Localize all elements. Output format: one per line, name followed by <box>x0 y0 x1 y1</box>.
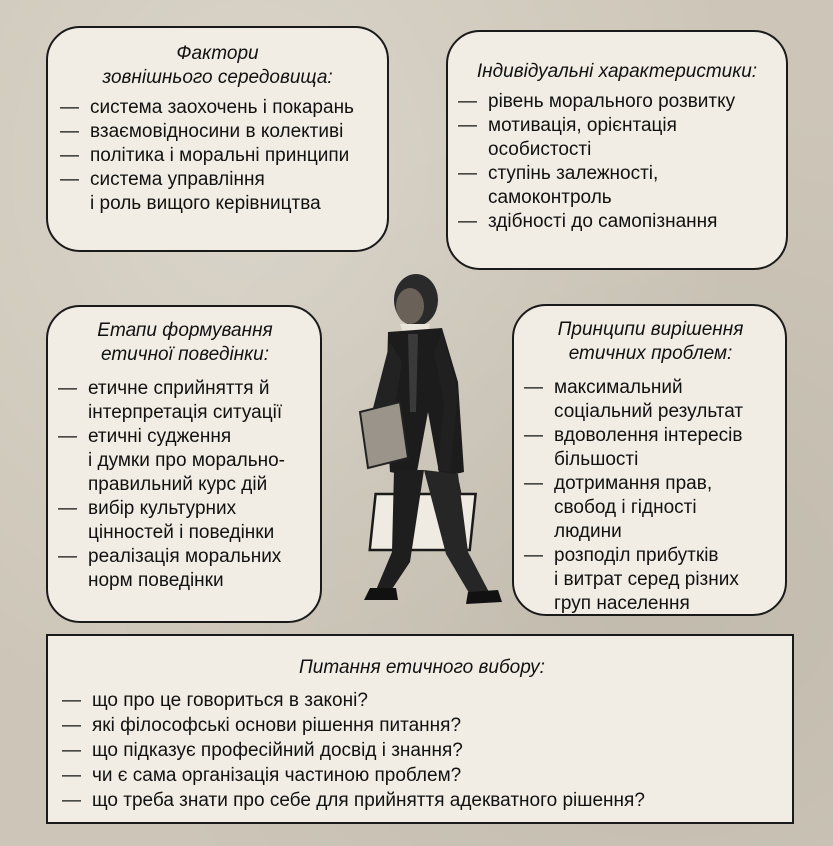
stages-box <box>46 305 322 623</box>
principles-title: Принципи вирішення етичних проблем: <box>557 319 744 364</box>
list-item: — максимальний соціальний результат <box>524 376 777 424</box>
list-item: — що про це говориться в законі? <box>62 688 782 713</box>
individual-traits-box <box>446 30 788 270</box>
stages-title: Етапи формування етичної поведінки: <box>97 320 273 365</box>
list-item: — система заохочень і покарань <box>60 96 375 120</box>
list-item: — система управління і роль вищого керівництва <box>60 168 375 216</box>
external-factors-list <box>60 96 375 216</box>
external-factors-title: Фактори зовнішнього середовища: <box>102 43 333 88</box>
list-item: — політика і моральні принципи <box>60 144 375 168</box>
list-item: — вдоволення інтересів більшості <box>524 424 777 472</box>
principles-box <box>512 304 787 616</box>
choice-questions-title: Питання етичного вибору: <box>299 657 545 678</box>
list-item: — чи є сама організація частиною проблем? <box>62 763 782 788</box>
list-item: — ступінь залежності, самоконтроль <box>458 162 776 210</box>
individual-traits-title: Індивідуальні характеристики: <box>476 61 758 82</box>
businessman-walking-with-briefcase-icon <box>330 262 515 612</box>
external-factors-box <box>46 26 389 252</box>
individual-traits-list <box>458 90 776 234</box>
stages-list <box>58 377 312 593</box>
list-item: — здібності до самопізнання <box>458 210 776 234</box>
list-item: — етичне сприйняття й інтерпретація ситуації <box>58 377 312 425</box>
list-item: — дотримання прав, свобод і гідності людини <box>524 472 777 544</box>
list-item: — які філософські основи рішення питання? <box>62 713 782 738</box>
list-item: — етичні судження і думки про морально- правильний курс дій <box>58 425 312 497</box>
list-item: — розподіл прибутків і витрат серед різних груп населення <box>524 544 777 616</box>
list-item: — реалізація моральних норм поведінки <box>58 545 312 593</box>
principles-list <box>524 376 777 616</box>
list-item: — взаємовідносини в колективі <box>60 120 375 144</box>
list-item: — рівень морального розвитку <box>458 90 776 114</box>
list-item: — що підказує професійний досвід і знання? <box>62 738 782 763</box>
choice-questions-list <box>62 688 782 813</box>
list-item: — мотивація, орієнтація особистості <box>458 114 776 162</box>
list-item: — вибір культурних цінностей і поведінки <box>58 497 312 545</box>
choice-questions-box <box>46 634 794 824</box>
list-item: — що треба знати про себе для прийняття адекватного рішення? <box>62 788 782 813</box>
